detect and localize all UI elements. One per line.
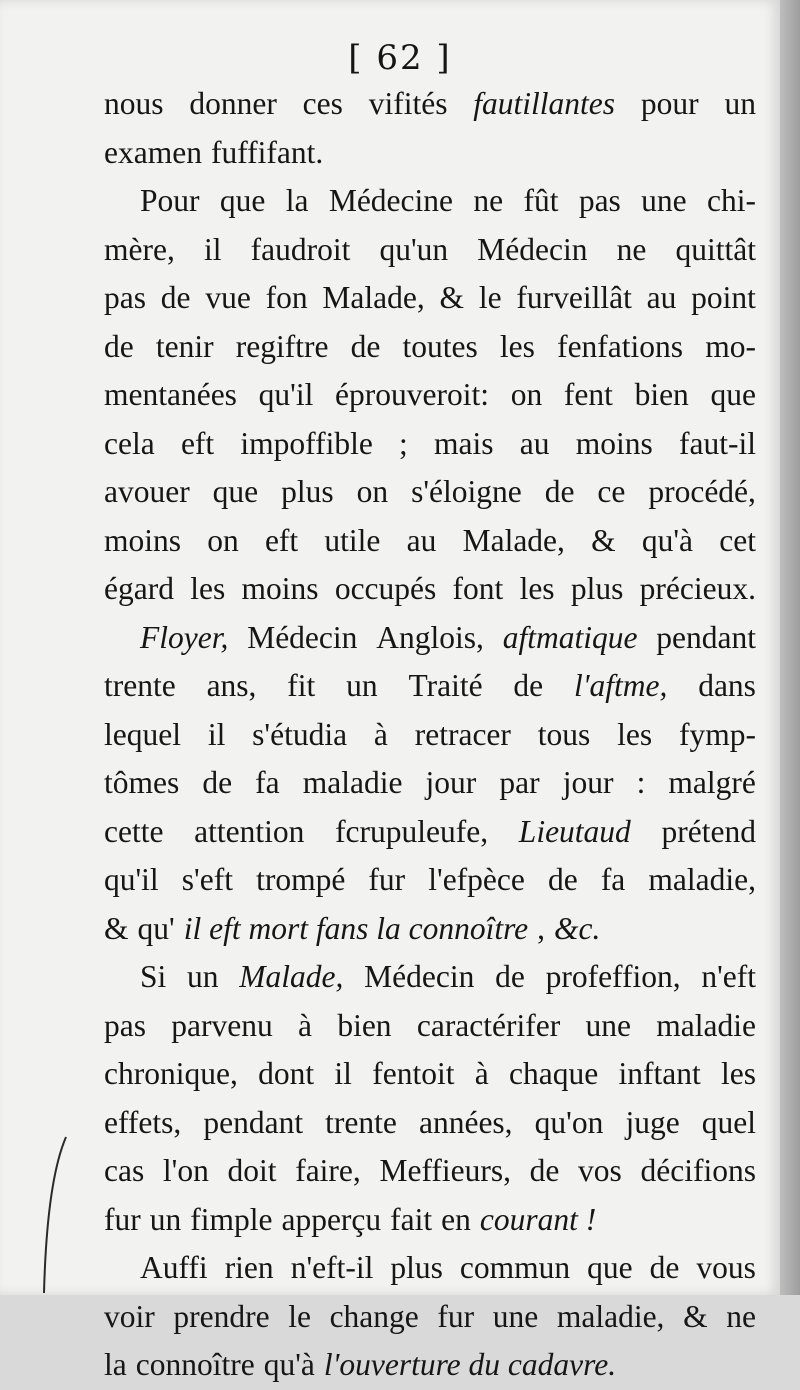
word: plus — [281, 474, 334, 509]
text-line — [104, 808, 756, 857]
word: fit — [287, 668, 316, 703]
text-line — [104, 420, 756, 469]
word: juge — [625, 1104, 680, 1140]
word: Malade, — [462, 522, 565, 558]
word: rien — [224, 1250, 274, 1285]
word: de — [495, 959, 525, 994]
word: maladie — [302, 765, 403, 800]
word: s'étudia — [252, 716, 348, 752]
page-edge-shadow — [780, 0, 800, 1295]
word: s'éloigne — [411, 474, 522, 509]
word: vue — [205, 280, 251, 315]
word: Médecine — [328, 183, 453, 218]
word: furveillât — [516, 280, 632, 315]
word: fenfations — [557, 328, 684, 364]
word: un — [187, 959, 219, 994]
word: profeffion, — [545, 959, 681, 994]
word: Anglois, — [376, 619, 484, 655]
word: ne — [616, 231, 647, 267]
word: Si — [140, 959, 167, 994]
word: prétend — [661, 813, 756, 849]
word: une — [492, 1298, 539, 1334]
word: de — [104, 328, 134, 364]
word: connoître — [135, 1347, 255, 1382]
word: il eft mort fans la connoître — [183, 910, 529, 946]
word: faut-il — [679, 425, 756, 461]
word: trompé — [256, 862, 346, 897]
word: que — [710, 377, 756, 412]
word: au — [646, 280, 677, 315]
word: point — [691, 280, 756, 315]
word: s'eft — [181, 862, 233, 897]
word: fuffifant. — [210, 134, 324, 170]
word: malgré — [668, 765, 756, 800]
word: de — [350, 328, 381, 364]
word: ne — [726, 1298, 756, 1334]
word: chi- — [707, 183, 756, 218]
text-line — [104, 565, 756, 614]
word: plus — [390, 1250, 443, 1285]
word: qu'il — [258, 377, 314, 412]
word: pendant — [656, 619, 756, 655]
word: un — [149, 1201, 182, 1237]
word: fentoit — [372, 1056, 455, 1091]
word: décifions — [640, 1153, 756, 1188]
word: dans — [698, 668, 756, 703]
word: bien — [634, 377, 689, 412]
word: lequel — [104, 716, 181, 752]
body-text — [104, 80, 756, 1390]
word: les — [519, 571, 555, 606]
word: parvenu — [171, 1007, 273, 1043]
word: fait — [390, 1201, 433, 1237]
word: & — [104, 910, 129, 946]
word: Médecin — [247, 619, 358, 655]
word: mais — [434, 425, 494, 461]
word: & — [591, 522, 616, 558]
word: moins — [104, 522, 182, 558]
word: il — [334, 1056, 352, 1091]
word: qu'il — [104, 862, 159, 897]
word: commun — [459, 1250, 571, 1285]
word: vos — [578, 1153, 622, 1188]
word: regiftre — [235, 328, 329, 364]
word: qu'à — [263, 1347, 315, 1382]
word: de — [649, 1250, 680, 1285]
word: il — [207, 716, 226, 752]
word: fa — [600, 862, 626, 897]
text-line — [104, 371, 756, 420]
word: avouer — [104, 474, 190, 509]
margin-pencil-mark — [40, 1135, 70, 1295]
word: on — [207, 522, 239, 558]
word: utile — [324, 522, 381, 558]
word: la — [285, 183, 309, 218]
word: que — [212, 474, 259, 509]
word: fent — [563, 377, 613, 412]
word: doit — [227, 1153, 277, 1188]
text-line — [104, 662, 756, 711]
word: bien — [337, 1007, 392, 1043]
word: que — [587, 1250, 633, 1285]
word: moins — [575, 425, 653, 461]
word: il — [203, 231, 222, 267]
word: maladie, — [556, 1298, 665, 1334]
word: tenir — [155, 328, 214, 364]
word: l'ouverture du cadavre. — [323, 1347, 617, 1382]
text-line — [104, 468, 756, 517]
word: mère, — [104, 231, 175, 267]
word: moins — [241, 571, 319, 606]
word: une — [641, 183, 687, 218]
text-line — [104, 905, 756, 954]
word: quittât — [675, 231, 756, 267]
word: cette — [104, 813, 164, 849]
word: chaque — [509, 1056, 599, 1091]
word: jour — [425, 765, 477, 800]
text-line — [104, 274, 756, 323]
word: Médecin — [364, 959, 475, 994]
word: mo- — [705, 328, 756, 364]
word: au — [406, 522, 437, 558]
word: un — [724, 86, 756, 121]
text-line — [104, 1244, 756, 1293]
word: fon — [265, 280, 308, 315]
word: que — [219, 183, 266, 218]
word: qu'à — [641, 522, 694, 558]
word: apperçu — [281, 1201, 382, 1237]
text-line — [104, 759, 756, 808]
word: maladie, — [648, 862, 756, 897]
word: faire, — [295, 1153, 361, 1188]
word: fur — [368, 862, 406, 897]
text-line — [104, 1050, 756, 1099]
text-line — [104, 1293, 756, 1342]
word: toutes — [402, 328, 478, 364]
word: Médecin — [477, 231, 588, 267]
word: eft — [264, 522, 299, 558]
word: attention — [194, 813, 305, 849]
word: & — [439, 280, 465, 315]
text-line — [104, 80, 756, 129]
word: qu' — [137, 910, 175, 946]
page-number: [ 62 ] — [348, 38, 452, 78]
word: à — [373, 716, 388, 752]
word: fur — [104, 1201, 141, 1237]
word: &c. — [554, 910, 601, 946]
word: caractérifer — [416, 1007, 561, 1043]
word: cas — [104, 1153, 145, 1188]
word: pas — [104, 280, 146, 315]
word: prendre — [173, 1298, 270, 1334]
text-line — [104, 1196, 756, 1245]
word: vous — [696, 1250, 756, 1285]
word: ces — [302, 86, 343, 121]
word: en — [441, 1201, 471, 1237]
word: l'aftme, — [573, 668, 668, 703]
word: inftant — [618, 1056, 701, 1091]
word: de — [202, 765, 233, 800]
word: maladie — [656, 1007, 756, 1043]
word: dont — [258, 1056, 315, 1091]
word: qu'on — [534, 1104, 604, 1140]
text-line — [104, 614, 756, 663]
word: impoffible — [240, 425, 373, 461]
word: trente — [325, 1104, 397, 1140]
word: fur — [437, 1298, 475, 1334]
word: de — [529, 1153, 560, 1188]
word: l'efpèce — [428, 862, 525, 897]
word: retracer — [414, 716, 511, 752]
word: pas — [578, 183, 621, 218]
text-line — [104, 711, 756, 760]
word: , — [537, 910, 546, 946]
word: fût — [523, 183, 559, 218]
word: n'eft-il — [290, 1250, 374, 1285]
word: on — [510, 377, 543, 412]
word: fimple — [190, 1201, 273, 1237]
word: fa — [255, 765, 280, 800]
word: de — [547, 862, 578, 897]
word: le — [478, 280, 502, 315]
word: pour — [640, 86, 699, 121]
word: courant ! — [479, 1201, 597, 1237]
word: mentanées — [104, 377, 237, 412]
word: on — [356, 474, 389, 509]
word: donner — [189, 86, 277, 121]
word: les — [499, 328, 535, 364]
word: font — [452, 571, 504, 606]
word: quel — [701, 1104, 756, 1140]
word: fcrupuleufe, — [335, 813, 489, 849]
word: au — [519, 425, 550, 461]
word: voir — [104, 1298, 155, 1334]
word: Lieutaud — [518, 813, 631, 849]
word: éprouveroit: — [335, 377, 489, 412]
word: aftmatique — [502, 619, 638, 655]
text-line — [104, 1341, 756, 1390]
word: une — [585, 1007, 631, 1043]
word: tômes — [104, 765, 180, 800]
word: Meffieurs, — [379, 1153, 511, 1188]
word: la — [104, 1347, 127, 1382]
word: nous — [104, 86, 164, 121]
word: Floyer, — [140, 619, 229, 655]
word: tous — [537, 716, 591, 752]
word: : — [636, 765, 646, 800]
word: faudroit — [250, 231, 351, 267]
word: les — [190, 571, 226, 606]
word: ne — [473, 183, 504, 218]
word: précieux. — [639, 571, 756, 606]
text-line — [104, 1002, 756, 1051]
word: n'eft — [701, 959, 756, 994]
word: eft — [180, 425, 215, 461]
word: vifités — [368, 86, 448, 121]
word: de — [513, 668, 544, 703]
word: de — [544, 474, 575, 509]
word: un — [346, 668, 378, 703]
text-line — [104, 517, 756, 566]
word: jour — [562, 765, 614, 800]
word: Auffi — [140, 1250, 208, 1285]
word: ce — [597, 474, 626, 509]
word: années, — [418, 1104, 513, 1140]
word: & — [683, 1298, 708, 1334]
word: plus — [570, 571, 624, 606]
word: cela — [104, 425, 155, 461]
text-line — [104, 226, 756, 275]
word: ans, — [206, 668, 257, 703]
word: à — [298, 1007, 313, 1043]
word: de — [160, 280, 191, 315]
word: les — [617, 716, 653, 752]
word: les — [721, 1056, 756, 1091]
word: Malade, — [239, 959, 344, 994]
text-line — [104, 129, 756, 178]
text-line — [104, 1147, 756, 1196]
text-line — [104, 856, 756, 905]
word: procédé, — [648, 474, 756, 509]
word: fymp- — [678, 716, 756, 752]
word: égard — [104, 571, 174, 606]
word: occupés — [334, 571, 437, 606]
text-line — [104, 177, 756, 226]
word: cet — [719, 522, 756, 558]
word: trente — [104, 668, 176, 703]
word: examen — [104, 134, 202, 170]
word: l'on — [162, 1153, 209, 1188]
word: pendant — [203, 1104, 304, 1140]
word: Pour — [140, 183, 200, 218]
word: Traité — [408, 668, 483, 703]
text-line — [104, 953, 756, 1002]
word: effets, — [104, 1104, 182, 1140]
word: à — [474, 1056, 489, 1091]
word: qu'un — [379, 231, 449, 267]
word: chronique, — [104, 1056, 238, 1091]
word: par — [499, 765, 540, 800]
text-line — [104, 323, 756, 372]
word: change — [329, 1298, 419, 1334]
word: le — [288, 1298, 311, 1334]
text-line — [104, 1099, 756, 1148]
word: ; — [399, 425, 408, 461]
word: Malade, — [322, 280, 425, 315]
word: pas — [104, 1007, 146, 1043]
word: fautillantes — [473, 86, 616, 121]
